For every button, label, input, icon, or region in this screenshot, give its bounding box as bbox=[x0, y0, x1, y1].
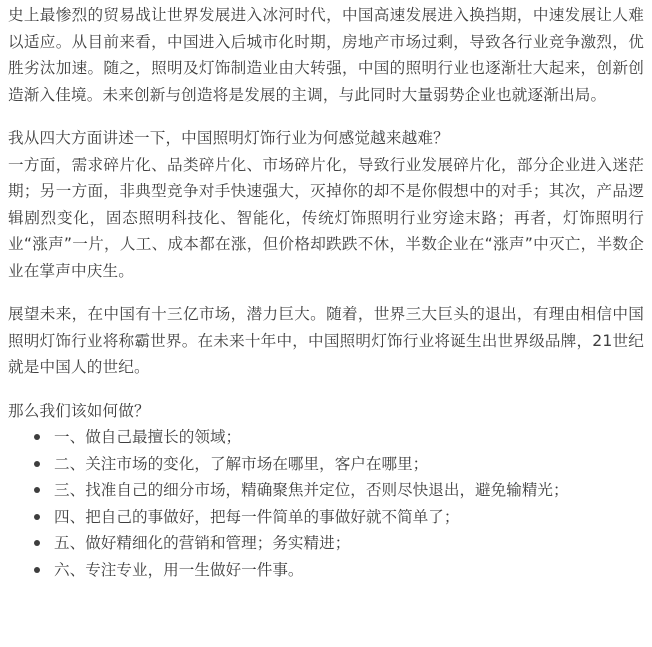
bullet-dot-icon bbox=[34, 514, 40, 520]
paragraph-question-action: 那么我们该如何做？ bbox=[8, 401, 150, 420]
bullet-dot-icon bbox=[34, 434, 40, 440]
paragraph-spacer bbox=[8, 108, 644, 125]
list-item-text: 一、做自己最擅长的领域； bbox=[54, 428, 242, 446]
action-list bbox=[8, 424, 644, 584]
bullet-dot-icon bbox=[34, 567, 40, 573]
paragraph-spacer bbox=[8, 284, 644, 301]
list-item bbox=[32, 451, 644, 478]
paragraph-outlook: 展望未来，在中国有十三亿市场，潜力巨大。随着，世界三大巨头的退出，有理由相信中国照明灯饰行业将称霸世界。在未来十年中，中国照明灯饰行业将诞生出世界级品牌，21世纪就是中国人的世纪。 bbox=[8, 305, 644, 376]
paragraph-four-aspects: 一方面，需求碎片化、品类碎片化、市场碎片化，导致行业发展碎片化，部分企业进入迷茫期；另一方面，非典型竞争对手快速强大，灭掉你的却不是你假想中的对手；其次，产品逻辑剧烈变化，固态照明科技化、智能化，传统灯饰照明行业穷途末路；再者，灯饰照明行业“涨声”一片，人工、成本都在涨，但价格却跌跌不休，半数企业在“涨声”中灭亡，半数企业在掌声中庆生。 bbox=[8, 155, 644, 280]
list-item-text: 六、专注专业，用一生做好一件事。 bbox=[54, 560, 304, 579]
paragraph-question-difficulty: 我从四大方面讲述一下，中国照明灯饰行业为何感觉越来越难？ bbox=[8, 129, 449, 147]
list-item bbox=[32, 424, 644, 451]
list-item-text: 五、做好精细化的营销和管理；务实精进； bbox=[54, 534, 351, 553]
paragraph-trade-war: 史上最惨烈的贸易战让世界发展进入冰河时代，中国高速发展进入换挡期，中速发展让人难以适应。从目前来看，中国进入后城市化时期，房地产市场过剩，导致各行业竞争激烈，优胜劣汰加速。随之，照明及灯饰制造业由大转强，中国的照明行业也逐渐壮大起来，创新创造渐入佳境。未来创新与创造将是发展的主调，与此同时大量弱势企业也就逐渐出局。 bbox=[8, 6, 644, 104]
list-item bbox=[32, 504, 644, 531]
list-item-text: 二、关注市场的变化，了解市场在哪里，客户在哪里； bbox=[54, 454, 429, 473]
bullet-dot-icon bbox=[34, 461, 40, 467]
list-item-text: 三、找准自己的细分市场，精确聚焦并定位，否则尽快退出，避免输精光； bbox=[54, 481, 569, 500]
list-item bbox=[32, 557, 644, 584]
paragraph-spacer bbox=[8, 381, 644, 398]
list-item-text: 四、把自己的事做好，把每一件简单的事做好就不简单了； bbox=[54, 507, 460, 526]
bullet-dot-icon bbox=[34, 540, 40, 546]
list-item bbox=[32, 477, 644, 504]
list-item bbox=[32, 530, 644, 557]
bullet-dot-icon bbox=[34, 487, 40, 493]
